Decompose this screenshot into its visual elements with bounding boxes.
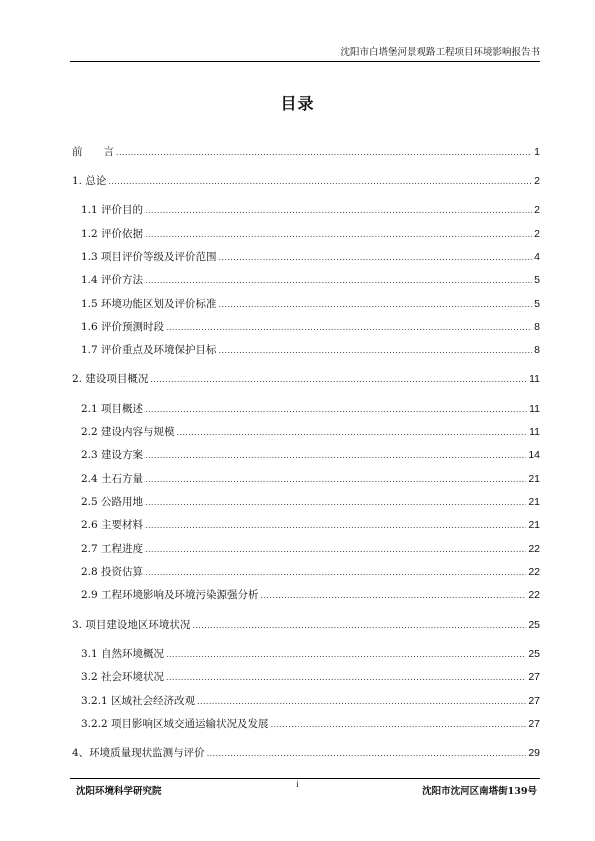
toc-entry-label: 3. 项目建设地区环境状况 [72,619,191,631]
toc-entry[interactable] [72,618,540,633]
toc-entry-page: 25 [528,619,540,631]
toc-leader-dots [145,204,532,218]
toc-entry-label: 3.2.1 区域社会经济改观 [81,695,196,707]
toc-entry[interactable] [72,145,540,160]
toc-entry-page: 11 [529,373,540,385]
toc-entry-page: 14 [528,449,540,461]
toc-entry-label: 2.6 主要材料 [81,519,144,531]
toc-entry-label: 2.8 投资估算 [81,566,144,578]
toc-entry-page: 5 [534,298,540,310]
footer-organization: 沈阳环境科学研究院 [76,786,162,797]
toc-entry-label: 2.3 建设方案 [81,449,144,461]
toc-leader-dots [145,566,526,580]
toc-entry-page: 2 [534,204,540,216]
toc-leader-dots [166,321,532,335]
toc-entry-page: 22 [528,566,540,578]
toc-entry-label: 1.2 评价依据 [81,228,144,240]
toc-leader-dots [145,496,526,510]
toc-entry-label: 1.6 评价预测时段 [81,321,165,333]
toc-leader-dots [197,695,526,709]
running-header: 沈阳市白塔堡河景观路工程项目环境影响报告书 [70,44,540,62]
toc-entry-label: 2. 建设项目概况 [72,373,149,385]
toc-entry-label: 前 言 [72,146,114,158]
toc-entry-page: 4 [534,251,540,263]
toc-entry-page: 29 [528,747,540,759]
toc-entry[interactable] [72,372,540,387]
toc-entry-page: 22 [528,543,540,555]
toc-entry[interactable] [81,273,540,288]
toc-leader-dots [271,718,527,732]
toc-entry-page: 25 [528,648,540,660]
toc-leader-dots [261,589,527,603]
footer-address: 沈阳市沈河区南塔街139号 [422,786,537,797]
toc-entry[interactable] [81,472,540,487]
toc-entry-page: 27 [528,695,540,707]
toc-entry[interactable] [81,425,540,440]
toc-entry-page: 5 [534,274,540,286]
toc-entry[interactable] [81,402,540,417]
toc-entry-label: 1. 总论 [72,175,107,187]
toc-entry-label: 2.9 工程环境影响及环境污染源强分析 [81,589,259,601]
toc-leader-dots [108,175,532,189]
toc-entry[interactable] [81,518,540,533]
toc-entry-page: 2 [534,228,540,240]
toc-entry-page: 27 [528,671,540,683]
toc-entry-label: 1.5 环境功能区划及评价标准 [81,298,217,310]
toc-entry-label: 1.3 项目评价等级及评价范围 [81,251,217,263]
toc-entry-page: 21 [528,496,540,508]
toc-entry-page: 8 [534,344,540,356]
toc-entry-label: 1.7 评价重点及环境保护目标 [81,344,217,356]
toc-leader-dots [145,228,532,242]
toc-leader-dots [145,519,526,533]
toc-leader-dots [116,146,532,160]
toc-entry[interactable] [81,203,540,218]
toc-entry-label: 2.4 土石方量 [81,473,144,485]
toc-entry[interactable] [81,647,540,662]
toc-entry-label: 1.4 评价方法 [81,274,144,286]
toc-leader-dots [177,426,528,440]
toc-leader-dots [192,619,526,633]
toc-leader-dots [145,274,532,288]
toc-entry[interactable] [81,250,540,265]
toc-entry[interactable] [81,297,540,312]
toc-entry[interactable] [81,542,540,557]
toc-leader-dots [166,648,526,662]
toc-entry[interactable] [72,174,540,189]
toc-entry[interactable] [81,227,540,242]
toc-entry-label: 1.1 评价目的 [81,204,144,216]
toc-entry[interactable] [81,343,540,358]
toc-entry-page: 11 [529,403,540,415]
toc-entry-page: 21 [528,519,540,531]
toc-entry-page: 8 [534,321,540,333]
toc-entry-page: 2 [534,175,540,187]
toc-leader-dots [166,671,526,685]
toc-entry-page: 27 [528,718,540,730]
toc-entry-label: 2.1 项目概述 [81,403,144,415]
toc-leader-dots [219,298,533,312]
toc-entry-label: 3.2.2 项目影响区域交通运输状况及发展 [81,718,269,730]
toc-entry-page: 22 [528,589,540,601]
page-title: 目录 [280,94,315,113]
toc-leader-dots [145,543,526,557]
toc-entry[interactable] [81,448,540,463]
toc-leader-dots [145,403,527,417]
toc-entry[interactable] [81,588,540,603]
toc-leader-dots [150,373,527,387]
toc-entry[interactable] [72,746,540,761]
toc-entry[interactable] [81,495,540,510]
toc-entry-label: 3.2 社会环境状况 [81,671,165,683]
toc-entry-page: 1 [534,146,540,158]
toc-entry[interactable] [81,717,540,732]
toc-entry-page: 21 [528,473,540,485]
toc-entry-label: 3.1 自然环境概况 [81,648,165,660]
toc-entry-label: 2.7 工程进度 [81,543,144,555]
toc-entry-label: 4、环境质量现状监测与评价 [72,747,205,759]
toc-entry-label: 2.2 建设内容与规模 [81,426,175,438]
toc-entry[interactable] [81,320,540,335]
toc-leader-dots [207,747,527,761]
toc-entry-page: 11 [529,426,540,438]
toc-entry[interactable] [81,565,540,580]
toc-leader-dots [145,473,526,487]
toc-leader-dots [145,449,526,463]
footer-page-number: i [296,779,299,789]
toc-leader-dots [219,344,533,358]
toc-leader-dots [219,251,533,265]
toc-entry-label: 2.5 公路用地 [81,496,144,508]
toc-entry[interactable] [81,694,540,709]
toc-entry[interactable] [81,670,540,685]
